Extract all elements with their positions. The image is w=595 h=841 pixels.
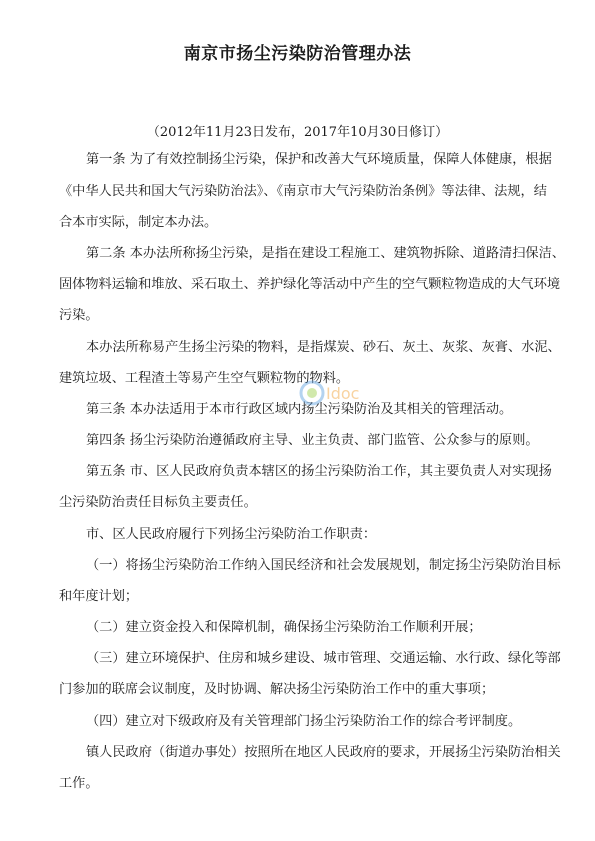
article-2-line-2: 固体物料运输和堆放、采石取土、养护绿化等活动中产生的空气颗粒物造成的大气环境: [59, 277, 561, 292]
duty-3-line-2: 门参加的联席会议制度，及时协调、解决扬尘污染防治工作中的重大事项；: [59, 682, 495, 697]
article-1-line-3: 合本市实际，制定本办法。: [59, 215, 218, 230]
duties-intro: 市、区人民政府履行下列扬尘污染防治工作职责：: [86, 527, 377, 542]
watermark-logo-icon: [298, 368, 368, 418]
article-2-line-1: 第二条 本办法所称扬尘污染，是指在建设工程施工、建筑物拆除、道路清扫保洁、: [86, 246, 565, 261]
article-1-line-2: 《中华人民共和国大气污染防治法》、《南京市大气污染防治条例》等法律、法规，结: [59, 184, 547, 199]
article-1-line-1: 第一条 为了有效控制扬尘污染，保护和改善大气环境质量，保障人体健康，根据: [86, 152, 552, 167]
materials-line-1: 本办法所称易产生扬尘污染的物料，是指煤炭、砂石、灰土、灰浆、灰膏、水泥、: [86, 340, 561, 355]
document-subtitle: （2012年11月23日发布，2017年10月30日修订）: [146, 125, 449, 140]
article-5-line-1: 第五条 市、区人民政府负责本辖区的扬尘污染防治工作，其主要负责人对实现扬: [86, 464, 552, 479]
article-4-line-1: 第四条 扬尘污染防治遵循政府主导、业主负责、部门监管、公众参与的原则。: [86, 433, 539, 448]
materials-line-2: 建筑垃圾、工程渣土等易产生空气颗粒物的物料。: [59, 371, 350, 386]
article-2-line-3: 污染。: [59, 308, 99, 323]
duty-1-line-1: （一）将扬尘污染防治工作纳入国民经济和社会发展规划，制定扬尘污染防治目标: [86, 558, 561, 573]
town-line-1: 镇人民政府（街道办事处）按照所在地区人民政府的要求，开展扬尘污染防治相关: [86, 745, 561, 760]
duty-2-line-1: （二）建立资金投入和保障机制，确保扬尘污染防治工作顺利开展；: [86, 620, 482, 635]
town-line-2: 工作。: [59, 776, 99, 791]
article-3-line-1: 第三条 本办法适用于本市行政区域内扬尘污染防治及其相关的管理活动。: [86, 402, 513, 417]
duty-3-line-1: （三）建立环境保护、住房和城乡建设、城市管理、交通运输、水行政、绿化等部: [86, 651, 561, 666]
duty-1-line-2: 和年度计划；: [59, 589, 139, 604]
watermark-text: Idoc: [326, 384, 360, 403]
duty-4-line-1: （四）建立对下级政府及有关管理部门扬尘污染防治工作的综合考评制度。: [86, 714, 522, 729]
document-title: 南京市扬尘污染防治管理办法: [183, 44, 412, 64]
article-5-line-2: 尘污染防治责任目标负主要责任。: [59, 495, 257, 510]
